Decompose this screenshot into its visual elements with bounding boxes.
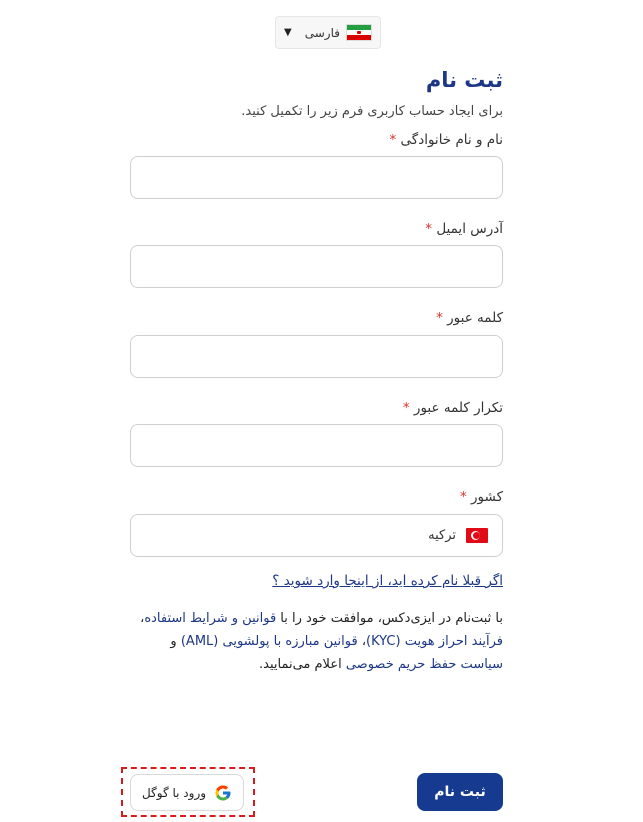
password-confirm-label: تکرار کلمه عبور * [402,400,503,416]
turkey-flag-icon [466,528,488,543]
password-confirm-input[interactable] [130,424,503,467]
chevron-down-icon: ▼ [284,27,292,38]
privacy-link[interactable]: سیاست حفظ حریم خصوصی [345,657,503,672]
required-mark: * [425,221,433,237]
country-label: کشور * [459,489,503,505]
language-label: فارسی [304,25,340,40]
signup-button[interactable]: ثبت نام [417,773,503,811]
signup-form [130,64,503,672]
terms-link[interactable]: قوانین و شرایط استفاده [144,611,277,626]
google-login-button[interactable] [130,774,244,811]
email-label: آدرس ایمیل * [425,221,503,237]
aml-link[interactable]: قوانین مبارزه با پولشویی (AML) [180,634,358,649]
country-value: ترکیه [428,528,456,543]
full-name-input[interactable] [130,156,503,199]
login-link[interactable]: اگر قبلا نام کرده اید، از اینجا وارد شوید ؟ [272,573,503,589]
google-icon [214,784,232,802]
email-input[interactable] [130,245,503,288]
country-select[interactable] [130,514,503,557]
page-title: ثبت نام [425,68,503,92]
google-login-highlight [121,767,255,817]
terms-text: با ثبت‌نام در ایزی‌دکس، موافقت خود را با قوانین و شرایط استفاده، فرآیند احراز هویت (KYC)، قوانین مبارزه با پولشویی (AML) و سیاست حفظ حریم خصوصی اعلام می‌نمایید. [140,611,503,672]
password-label: کلمه عبور * [436,310,503,326]
language-selector[interactable] [275,16,381,49]
google-login-label: ورود با گوگل [141,785,207,800]
required-mark: * [389,132,397,148]
password-input[interactable] [130,335,503,378]
required-mark: * [459,489,467,505]
required-mark: * [402,400,410,416]
page-subtitle: برای ایجاد حساب کاربری فرم زیر را تکمیل کنید. [241,104,503,119]
full-name-label: نام و نام خانوادگی * [389,132,503,148]
iran-flag-icon [346,24,372,41]
kyc-link[interactable]: فرآیند احراز هویت (KYC) [366,634,503,649]
required-mark: * [436,310,443,326]
